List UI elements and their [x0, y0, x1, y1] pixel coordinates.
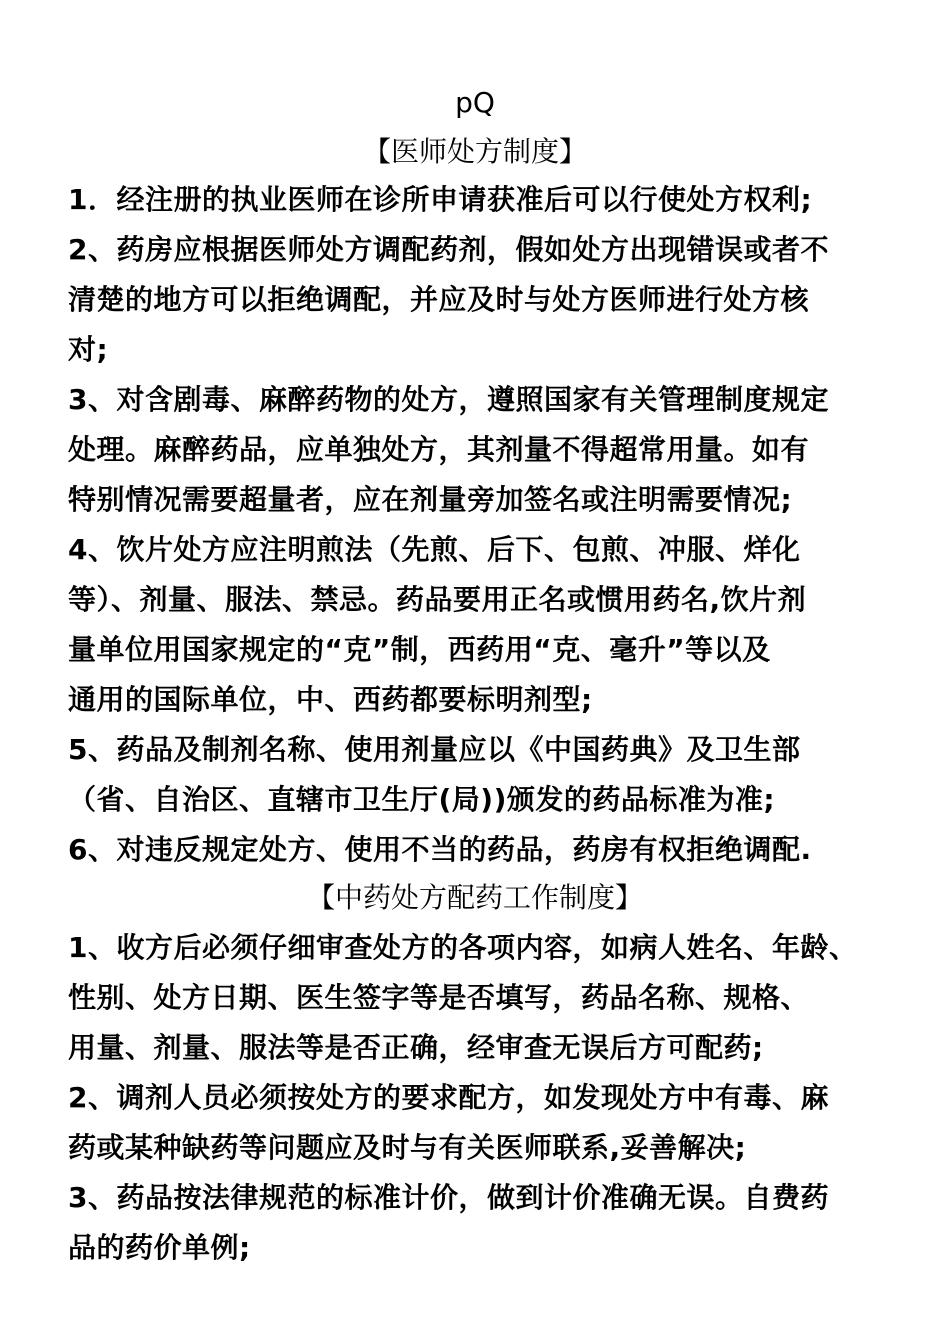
- paragraph-line: 量单位用国家规定的“克”制，西药用“克、毫升”等以及: [68, 633, 771, 666]
- paragraph-line: 药或某种缺药等问题应及时与有关医师联系,妥善解决;: [68, 1131, 747, 1164]
- paragraph-line: 3、对含剧毒、麻醉药物的处方，遵照国家有关管理制度规定: [68, 383, 829, 416]
- section-title-prescription-system: 【医师处方制度】: [362, 135, 587, 168]
- paragraph-line: 通用的国际单位，中、西药都要标明剂型;: [68, 683, 593, 716]
- paragraph-line: 品的药价单例;: [68, 1231, 251, 1264]
- paragraph-line: 用量、剂量、服法等是否正确，经审查无误后方可配药;: [68, 1031, 764, 1064]
- paragraph-line: 清楚的地方可以拒绝调配，并应及时与处方医师进行处方核: [68, 283, 810, 316]
- paragraph-line: 1．经注册的执业医师在诊所申请获准后可以行使处方权利;: [68, 183, 813, 216]
- document-code: pQ: [455, 86, 495, 119]
- paragraph-line: 2、调剂人员必须按处方的要求配方，如发现处方中有毒、麻: [68, 1081, 829, 1114]
- paragraph-line: 5、药品及制剂名称、使用剂量应以《中国药典》及卫生部: [68, 733, 801, 766]
- paragraph-line: 6、对违反规定处方、使用不当的药品，药房有权拒绝调配.: [68, 833, 812, 866]
- section-title-tcm-dispensing: 【中药处方配药工作制度】: [306, 881, 643, 914]
- paragraph-line: （省、自治区、直辖市卫生厅(局))颁发的药品标准为准;: [68, 783, 776, 816]
- paragraph-line: 性别、处方日期、医生签字等是否填写，药品名称、规格、: [68, 981, 810, 1014]
- paragraph-line: 对;: [68, 333, 109, 366]
- paragraph-line: 处理。麻醉药品，应单独处方，其剂量不得超常用量。如有: [68, 433, 810, 466]
- paragraph-line: 特别情况需要超量者，应在剂量旁加签名或注明需要情况;: [68, 483, 793, 516]
- paragraph-line: 4、饮片处方应注明煎法（先煎、后下、包煎、冲服、烊化: [68, 533, 801, 566]
- paragraph-line: 1、收方后必须仔细审查处方的各项内容，如病人姓名、年龄、: [68, 931, 858, 964]
- paragraph-line: 3、药品按法律规范的标准计价，做到计价准确无误。自费药: [68, 1181, 829, 1214]
- paragraph-line: 等）、剂量、服法、禁忌。药品要用正名或惯用药名,饮片剂: [68, 583, 807, 616]
- paragraph-line: 2、药房应根据医师处方调配药剂，假如处方出现错误或者不: [68, 233, 829, 266]
